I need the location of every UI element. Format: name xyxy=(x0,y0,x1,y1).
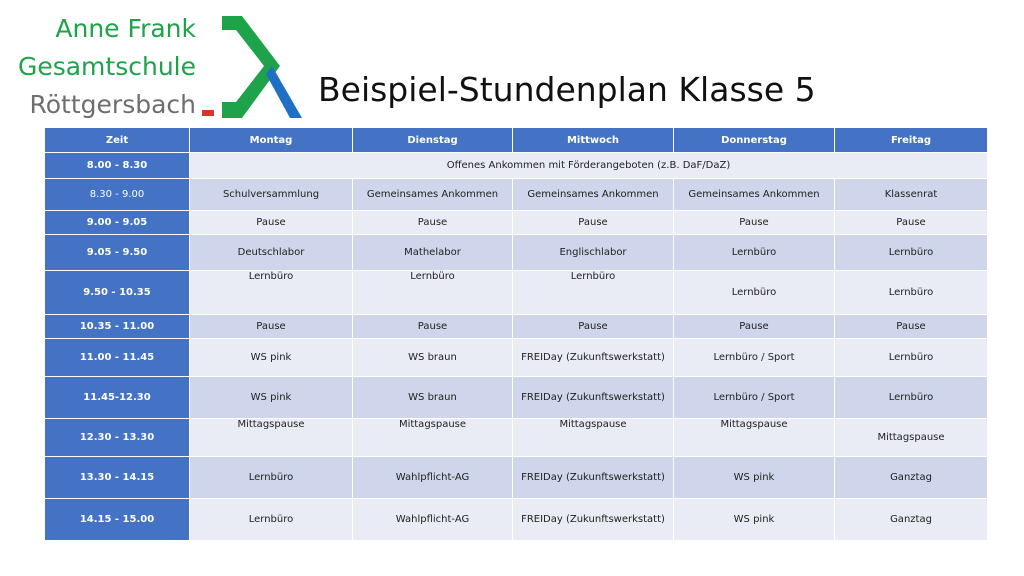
table-cell: Lernbüro / Sport xyxy=(674,339,835,377)
table-cell: Mathelabor xyxy=(353,235,513,271)
table-row xyxy=(45,419,988,457)
table-cell: FREIDay (Zukunftswerkstatt) xyxy=(513,377,674,419)
table-cell: Lernbüro xyxy=(353,271,513,315)
table-cell: Lernbüro xyxy=(835,377,988,419)
table-cell: Gemeinsames Ankommen xyxy=(674,179,835,211)
table-cell: Englischlabor xyxy=(513,235,674,271)
logo-text-anne-frank: Anne Frank xyxy=(55,14,196,43)
header-montag: Montag xyxy=(190,128,353,153)
time-cell: 8.30 - 9.00 xyxy=(45,179,190,211)
table-cell: Wahlpflicht-AG xyxy=(353,499,513,541)
table-row xyxy=(45,211,988,235)
table-cell: FREIDay (Zukunftswerkstatt) xyxy=(513,499,674,541)
table-row xyxy=(45,499,988,541)
table-cell: Pause xyxy=(513,211,674,235)
time-cell: 9.00 - 9.05 xyxy=(45,211,190,235)
table-cell: Mittagspause xyxy=(190,419,353,457)
table-row xyxy=(45,339,988,377)
table-cell: Lernbüro xyxy=(513,271,674,315)
merged-cell: Offenes Ankommen mit Förderangeboten (z.B. DaF/DaZ) xyxy=(190,153,988,179)
table-cell: Mittagspause xyxy=(513,419,674,457)
time-cell: 11.45-12.30 xyxy=(45,377,190,419)
table-cell: Lernbüro xyxy=(674,271,835,315)
table-cell: Pause xyxy=(674,211,835,235)
table-row xyxy=(45,153,988,179)
header-mittwoch: Mittwoch xyxy=(513,128,674,153)
logo-text-roettgersbach: Röttgersbach xyxy=(29,90,196,119)
table-cell: Lernbüro xyxy=(835,271,988,315)
table-cell: Ganztag xyxy=(835,499,988,541)
table-cell: Pause xyxy=(513,315,674,339)
table-cell: Lernbüro / Sport xyxy=(674,377,835,419)
table-row xyxy=(45,271,988,315)
logo-text-gesamtschule: Gesamtschule xyxy=(17,52,196,81)
table-cell: WS pink xyxy=(674,457,835,499)
table-cell: WS pink xyxy=(674,499,835,541)
table-cell: Klassenrat xyxy=(835,179,988,211)
table-row xyxy=(45,235,988,271)
table-cell: FREIDay (Zukunftswerkstatt) xyxy=(513,339,674,377)
table-cell: FREIDay (Zukunftswerkstatt) xyxy=(513,457,674,499)
time-cell: 11.00 - 11.45 xyxy=(45,339,190,377)
table-row xyxy=(45,377,988,419)
school-logo xyxy=(0,0,310,125)
table-cell: Mittagspause xyxy=(674,419,835,457)
time-cell: 8.00 - 8.30 xyxy=(45,153,190,179)
table-row xyxy=(45,179,988,211)
table-row xyxy=(45,457,988,499)
table-row xyxy=(45,315,988,339)
table-cell: Deutschlabor xyxy=(190,235,353,271)
time-cell: 12.30 - 13.30 xyxy=(45,419,190,457)
header-freitag: Freitag xyxy=(835,128,988,153)
table-cell: Pause xyxy=(835,315,988,339)
header-donnerstag: Donnerstag xyxy=(674,128,835,153)
table-cell: WS pink xyxy=(190,377,353,419)
table-cell: Pause xyxy=(190,211,353,235)
table-cell: Pause xyxy=(190,315,353,339)
table-cell: Lernbüro xyxy=(190,271,353,315)
table-cell: Mittagspause xyxy=(835,419,988,457)
table-cell: Lernbüro xyxy=(835,235,988,271)
table-cell: Gemeinsames Ankommen xyxy=(513,179,674,211)
table-cell: Gemeinsames Ankommen xyxy=(353,179,513,211)
page-title: Beispiel-Stundenplan Klasse 5 xyxy=(318,70,816,109)
table-cell: WS braun xyxy=(353,339,513,377)
time-cell: 14.15 - 15.00 xyxy=(45,499,190,541)
table-cell: Pause xyxy=(835,211,988,235)
table-cell: Mittagspause xyxy=(353,419,513,457)
time-cell: 10.35 - 11.00 xyxy=(45,315,190,339)
table-cell: Lernbüro xyxy=(674,235,835,271)
af-logo-mark-icon xyxy=(200,14,304,120)
table-cell: WS pink xyxy=(190,339,353,377)
table-cell: Ganztag xyxy=(835,457,988,499)
table-cell: Schulversammlung xyxy=(190,179,353,211)
table-header-row xyxy=(45,128,988,153)
header-dienstag: Dienstag xyxy=(353,128,513,153)
time-cell: 9.05 - 9.50 xyxy=(45,235,190,271)
table-cell: Pause xyxy=(674,315,835,339)
time-cell: 9.50 - 10.35 xyxy=(45,271,190,315)
timetable xyxy=(44,127,988,541)
table-cell: WS braun xyxy=(353,377,513,419)
time-cell: 13.30 - 14.15 xyxy=(45,457,190,499)
table-cell: Lernbüro xyxy=(190,457,353,499)
table-cell: Pause xyxy=(353,211,513,235)
header-zeit: Zeit xyxy=(45,128,190,153)
table-cell: Lernbüro xyxy=(835,339,988,377)
table-cell: Wahlpflicht-AG xyxy=(353,457,513,499)
table-cell: Lernbüro xyxy=(190,499,353,541)
table-cell: Pause xyxy=(353,315,513,339)
